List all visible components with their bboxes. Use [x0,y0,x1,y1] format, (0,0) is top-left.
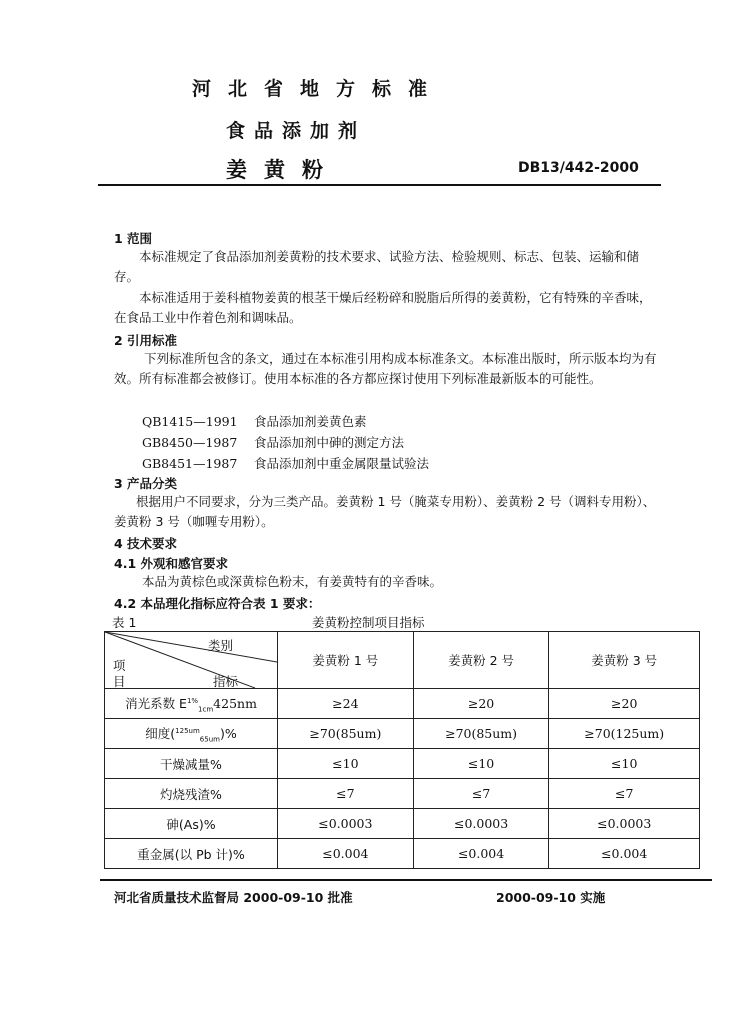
row-label: 干燥减量% [105,749,278,779]
row-label [105,689,278,719]
reference-item [142,433,404,451]
table-corner-cell [105,632,278,689]
reference-item [142,412,367,430]
table-cell: ≥70(85um) [413,719,549,749]
footer-rule [100,879,712,881]
reference-item [142,454,429,472]
section-2-para-1: 下列标准所包含的条文，通过在本标准引用构成本标准条文。本标准出版时，所示版本均为有效。所有标准都会被修订。使用本标准的各方都应探讨使用下列标准最新版本的可能性。 [114,351,657,386]
table-cell: ≤10 [278,749,414,779]
table-cell: ≤0.0003 [278,809,414,839]
table-header-row [105,632,700,689]
row-label: 砷(As)% [105,809,278,839]
corner-item-label-1: 项 [113,658,126,673]
table-cell: ≤7 [413,779,549,809]
row-label: 灼烧残渣% [105,779,278,809]
table-cell: ≤10 [549,749,700,779]
table-cell: ≤7 [549,779,700,809]
row-label-sup: 125um [175,726,200,735]
table-row [105,689,700,719]
effective-date: 2000-09-10 实施 [496,890,606,905]
reference-code: GB8451—1987 [142,456,238,471]
row-label-sup: 1% [186,696,199,705]
section-3-title: 3 产品分类 [114,476,178,491]
section-2-title: 2 引用标准 [114,333,178,348]
table-cell: ≥20 [413,689,549,719]
corner-category-label: 类别 [208,638,234,653]
column-header: 姜黄粉 3 号 [549,632,700,689]
table-cell: ≤7 [278,779,414,809]
approval-note: 河北省质量技术监督局 2000-09-10 批准 [114,890,353,905]
row-label [105,719,278,749]
row-label-main: 消光系数 E [125,695,187,711]
header-rule [98,184,661,186]
reference-code: GB8450—1987 [142,435,238,450]
document-title: 姜黄粉 [226,158,340,182]
row-label-tail: )% [219,725,237,741]
section-1-para-1: 本标准规定了食品添加剂姜黄粉的技术要求、试验方法、检验规则、标志、包装、运输和储存。 [114,249,640,284]
corner-index-label: 指标 [213,674,239,689]
row-label-sub: 65um [199,735,220,744]
table-cell: ≥24 [278,689,414,719]
section-4-title: 4 技术要求 [114,536,178,551]
reference-name: 食品添加剂姜黄色素 [254,414,367,429]
table-cell: ≤0.004 [413,839,549,869]
table-cell: ≥70(125um) [549,719,700,749]
reference-name: 食品添加剂中砷的测定方法 [254,435,405,450]
table-caption: 姜黄粉控制项目指标 [312,615,425,630]
table-cell: ≤0.0003 [413,809,549,839]
category-title: 食品添加剂 [226,120,367,142]
org-title: 河北省地方标准 [192,78,445,100]
standard-code: DB13/442-2000 [518,160,639,176]
section-4-1-title: 4.1 外观和感官要求 [114,556,228,571]
section-3-para-1: 根据用户不同要求，分为三类产品。姜黄粉 1 号（腌菜专用粉）、姜黄粉 2 号（调料专用粉）、姜黄粉 3 号（咖喱专用粉）。 [114,494,656,529]
table-row [105,779,700,809]
corner-item-label-2: 目 [113,674,126,689]
table-cell: ≤0.004 [278,839,414,869]
spec-table [104,631,700,869]
table-cell: ≥70(85um) [278,719,414,749]
table-cell: ≤0.004 [549,839,700,869]
table-cell: ≤10 [413,749,549,779]
section-1-para-2: 本标准适用于姜科植物姜黄的根茎干燥后经粉碎和脱脂后所得的姜黄粉，它有特殊的辛香味，在食品工业中作着色剂和调味品。 [114,290,652,325]
table-label: 表 1 [112,615,137,630]
column-header: 姜黄粉 2 号 [413,632,549,689]
row-label-sub: 1cm [198,705,214,714]
table-row [105,809,700,839]
table-row [105,839,700,869]
table-row [105,719,700,749]
reference-code: QB1415—1991 [142,414,238,429]
row-label-tail: 425nm [213,695,257,711]
row-label: 重金属(以 Pb 计)% [105,839,278,869]
table-cell: ≥20 [549,689,700,719]
table-row [105,749,700,779]
diagonal-lines [105,632,277,688]
row-label-main: 细度( [145,725,176,741]
reference-name: 食品添加剂中重金属限量试验法 [254,456,430,471]
column-header: 姜黄粉 1 号 [278,632,414,689]
section-4-2-title: 4.2 本品理化指标应符合表 1 要求： [114,596,321,611]
section-1-title: 1 范围 [114,231,153,246]
table-cell: ≤0.0003 [549,809,700,839]
section-4-1-para: 本品为黄棕色或深黄棕色粉末，有姜黄特有的辛香味。 [142,574,443,589]
